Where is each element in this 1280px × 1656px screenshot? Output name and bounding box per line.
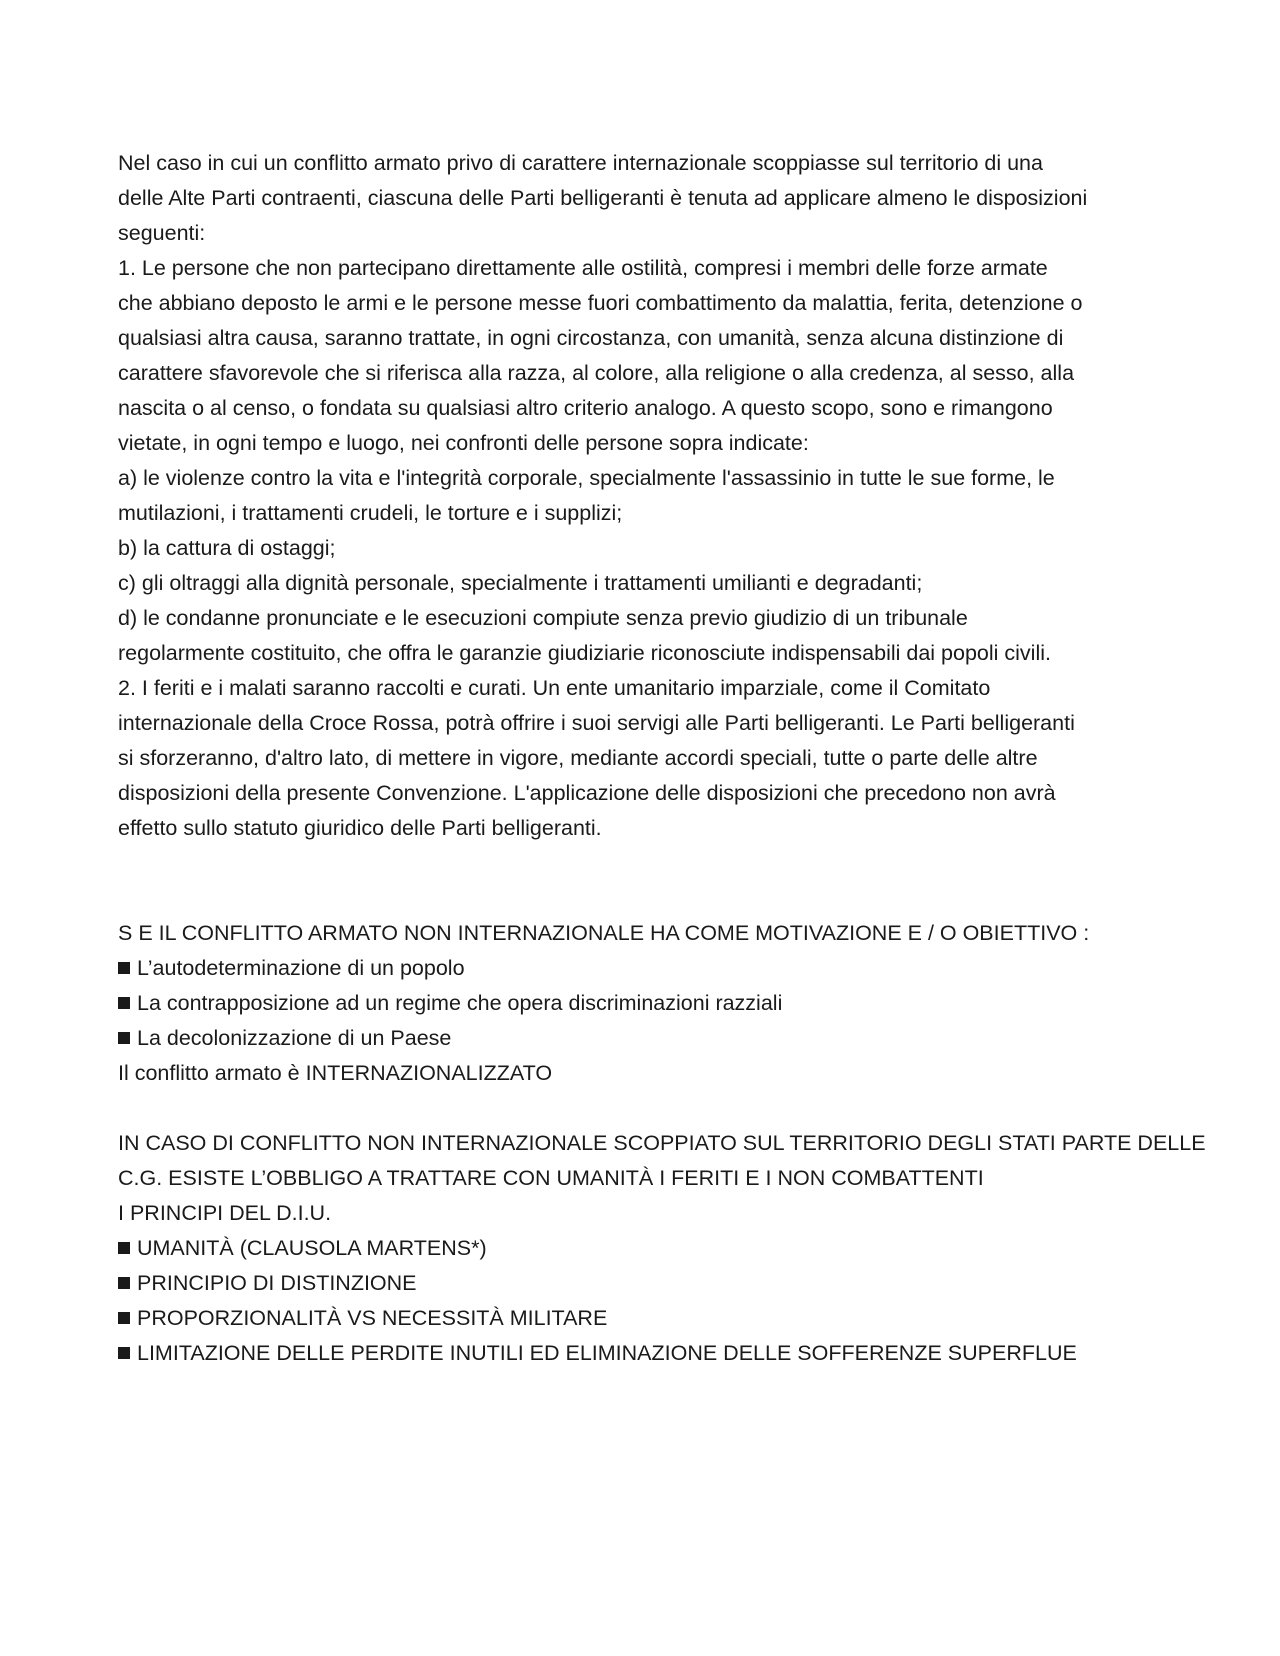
list-item bbox=[118, 1021, 1178, 1056]
list-item bbox=[118, 1266, 1178, 1301]
text-line: 2. I feriti e i malati saranno raccolti e curati. Un ente umanitario imparziale, come il Comitato bbox=[118, 676, 991, 700]
text-line: seguenti: bbox=[118, 221, 206, 245]
list-item bbox=[118, 1301, 1178, 1336]
list-item bbox=[118, 986, 1178, 1021]
text-line: IN CASO DI CONFLITTO NON INTERNAZIONALE SCOPPIATO SUL TERRITORIO DEGLI STATI PARTE DELLE bbox=[118, 1131, 1206, 1155]
text-line: vietate, in ogni tempo e luogo, nei confronti delle persone sopra indicate: bbox=[118, 431, 809, 455]
spacer bbox=[118, 881, 1178, 916]
paragraph-convention-article bbox=[118, 146, 1178, 846]
square-bullet-icon bbox=[118, 1312, 130, 1324]
text-line: effetto sullo statuto giuridico delle Parti belligeranti. bbox=[118, 816, 602, 840]
square-bullet-icon bbox=[118, 997, 130, 1009]
text-line: disposizioni della presente Convenzione. L'applicazione delle disposizioni che precedono non avrà bbox=[118, 781, 1056, 805]
section-heading: S E IL CONFLITTO ARMATO NON INTERNAZIONALE HA COME MOTIVAZIONE E / O OBIETTIVO : bbox=[118, 921, 1090, 945]
text-line: si sforzeranno, d'altro lato, di mettere in vigore, mediante accordi speciali, tutte o parte delle altre bbox=[118, 746, 1038, 770]
square-bullet-icon bbox=[118, 1032, 130, 1044]
text-line: d) le condanne pronunciate e le esecuzioni compiute senza previo giudizio di un tribunale bbox=[118, 606, 968, 630]
section-heading: I PRINCIPI DEL D.I.U. bbox=[118, 1201, 332, 1225]
text-line: qualsiasi altra causa, saranno trattate, in ogni circostanza, con umanità, senza alcuna distinzione di bbox=[118, 326, 1064, 350]
text-line: a) le violenze contro la vita e l'integrità corporale, specialmente l'assassinio in tutte le sue forme, le bbox=[118, 466, 1055, 490]
list-item bbox=[118, 1231, 1178, 1266]
text-line: carattere sfavorevole che si riferisca alla razza, al colore, alla religione o alla credenza, al sesso, alla bbox=[118, 361, 1075, 385]
text-line: internazionale della Croce Rossa, potrà offrire i suoi servigi alle Parti belligeranti. Le Parti belligeranti bbox=[118, 711, 1075, 735]
text-line: che abbiano deposto le armi e le persone messe fuori combattimento da malattia, ferita, detenzione o bbox=[118, 291, 1083, 315]
square-bullet-icon bbox=[118, 962, 130, 974]
list-item-text: PROPORZIONALITÀ VS NECESSITÀ MILITARE bbox=[137, 1306, 608, 1330]
text-line: C.G. ESISTE L’OBBLIGO A TRATTARE CON UMANITÀ I FERITI E I NON COMBATTENTI bbox=[118, 1166, 984, 1190]
text-line: c) gli oltraggi alla dignità personale, specialmente i trattamenti umilianti e degradanti; bbox=[118, 571, 923, 595]
list-item bbox=[118, 1336, 1178, 1371]
spacer bbox=[118, 1091, 1178, 1126]
list-item-text: L’autodeterminazione di un popolo bbox=[137, 956, 465, 980]
text-line: b) la cattura di ostaggi; bbox=[118, 536, 336, 560]
list-item-text: LIMITAZIONE DELLE PERDITE INUTILI ED ELIMINAZIONE DELLE SOFFERENZE SUPERFLUE bbox=[137, 1341, 1077, 1365]
spacer bbox=[118, 846, 1178, 881]
text-line: 1. Le persone che non partecipano direttamente alle ostilità, compresi i membri delle forze armate bbox=[118, 256, 1048, 280]
text-line: mutilazioni, i trattamenti crudeli, le torture e i supplizi; bbox=[118, 501, 623, 525]
list-item-text: UMANITÀ (CLAUSOLA MARTENS*) bbox=[137, 1236, 487, 1260]
text-line: nascita o al censo, o fondata su qualsiasi altro criterio analogo. A questo scopo, sono e rimangono bbox=[118, 396, 1053, 420]
list-item-text: La decolonizzazione di un Paese bbox=[137, 1026, 452, 1050]
list-item bbox=[118, 951, 1178, 986]
text-line: regolarmente costituito, che offra le garanzie giudiziarie riconosciute indispensabili dai popoli civili. bbox=[118, 641, 1051, 665]
document-page bbox=[118, 146, 1206, 1371]
text-line: delle Alte Parti contraenti, ciascuna delle Parti belligeranti è tenuta ad applicare almeno le disposizioni bbox=[118, 186, 1088, 210]
list-item-text: La contrapposizione ad un regime che opera discriminazioni razziali bbox=[137, 991, 783, 1015]
list-item-text: PRINCIPIO DI DISTINZIONE bbox=[137, 1271, 417, 1295]
text-line: Nel caso in cui un conflitto armato privo di carattere internazionale scoppiasse sul territorio di una bbox=[118, 151, 1043, 175]
square-bullet-icon bbox=[118, 1277, 130, 1289]
square-bullet-icon bbox=[118, 1242, 130, 1254]
section-diu-principles bbox=[118, 1126, 1206, 1371]
section-conclusion: Il conflitto armato è INTERNAZIONALIZZATO bbox=[118, 1061, 553, 1085]
square-bullet-icon bbox=[118, 1347, 130, 1359]
section-internationalized-conflict bbox=[118, 916, 1178, 1091]
